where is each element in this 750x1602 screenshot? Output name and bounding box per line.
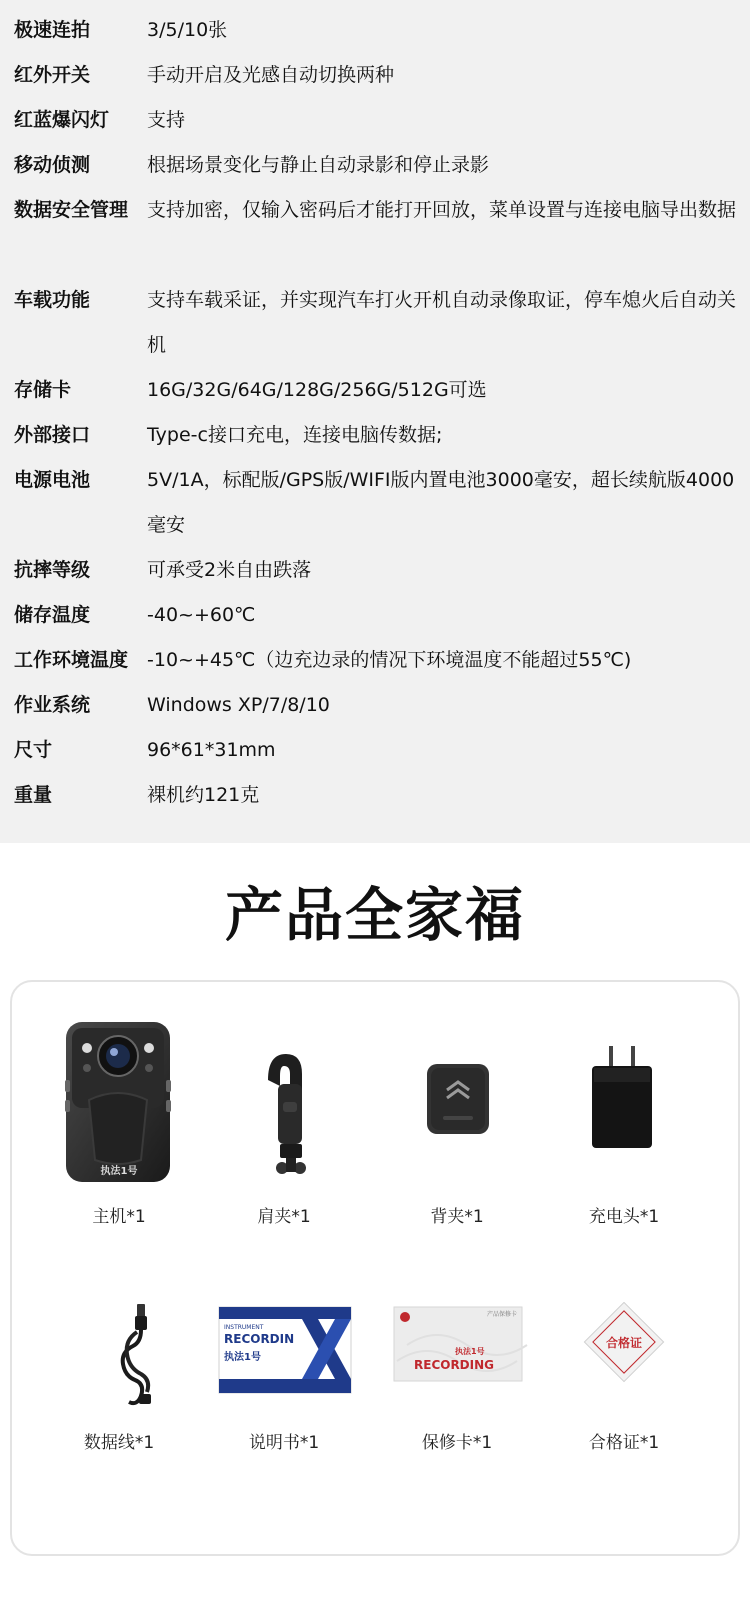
spec-value: 裸机约121克 <box>147 784 260 806</box>
spec-value: -10~+45℃（边充边录的情况下环境温度不能超过55℃) <box>147 649 632 671</box>
manual-subtitle-text: INSTRUMENT <box>224 1324 264 1331</box>
certificate-text: 合格证 <box>605 1336 642 1350</box>
warranty-title-text: RECORDING <box>414 1358 495 1372</box>
package-item-label: 充电头*1 <box>588 1207 660 1227</box>
spec-row <box>0 413 750 458</box>
spec-row <box>0 143 750 188</box>
spec-value: 根据场景变化与静止自动录影和停止录影 <box>147 154 490 176</box>
spec-label: 尺寸 <box>14 739 53 761</box>
charger-icon <box>534 1040 714 1170</box>
package-item-certificate <box>534 1302 714 1462</box>
shoulder-clip-icon <box>194 1040 374 1185</box>
spec-row <box>0 98 750 143</box>
spec-label: 工作环境温度 <box>14 649 129 671</box>
spec-value: 支持 <box>147 109 186 131</box>
back-clip-icon <box>367 1060 547 1140</box>
spec-row <box>0 458 750 548</box>
spec-label: 作业系统 <box>14 694 91 716</box>
spec-row <box>0 683 750 728</box>
spec-label: 存储卡 <box>14 379 72 401</box>
spec-value: 可承受2米自由跌落 <box>147 559 312 581</box>
certificate-icon <box>534 1302 714 1402</box>
package-item-label: 合格证*1 <box>588 1433 660 1453</box>
usb-cable-icon <box>29 1302 209 1412</box>
spec-value: 3/5/10张 <box>147 19 228 41</box>
package-item-charger <box>534 1020 714 1227</box>
spec-row <box>0 773 750 818</box>
manual-brand-text: 执法1号 <box>224 1352 261 1363</box>
spec-label: 重量 <box>14 784 53 806</box>
package-item-shoulder-clip <box>194 1020 374 1227</box>
spec-row <box>0 8 750 53</box>
spec-row <box>0 278 750 368</box>
package-contents-box <box>10 980 740 1556</box>
spec-value: Windows XP/7/8/10 <box>147 694 330 716</box>
spec-row <box>0 368 750 413</box>
spec-value: -40~+60℃ <box>147 604 256 626</box>
package-item-usb-cable <box>29 1302 209 1462</box>
spec-value: 手动开启及光感自动切换两种 <box>147 64 395 86</box>
spec-label: 红蓝爆闪灯 <box>14 109 110 131</box>
spec-label: 电源电池 <box>14 469 91 491</box>
spec-row <box>0 593 750 638</box>
spec-row <box>0 53 750 98</box>
package-item-back-clip <box>367 1020 547 1227</box>
spec-label: 外部接口 <box>14 424 91 446</box>
package-item-camera <box>29 1020 209 1227</box>
spec-value: Type-c接口充电，连接电脑传数据; <box>147 424 443 446</box>
package-item-label: 说明书*1 <box>248 1433 320 1453</box>
package-item-label: 保修卡*1 <box>421 1433 493 1453</box>
manual-title-text: RECORDIN <box>224 1332 295 1346</box>
package-item-label: 数据线*1 <box>83 1433 155 1453</box>
spec-row <box>0 728 750 773</box>
spec-value: 支持车载采证，并实现汽车打火开机自动录像取证，停车熄火后自动关机 <box>147 289 737 356</box>
spec-label: 红外开关 <box>14 64 91 86</box>
spec-row <box>0 548 750 593</box>
spec-value: 5V/1A，标配版/GPS版/WIFI版内置电池3000毫安，超长续航版4000毫安 <box>147 469 735 536</box>
camera-device-icon <box>29 1020 209 1185</box>
package-item-label: 肩夹*1 <box>257 1207 311 1227</box>
spec-value: 16G/32G/64G/128G/256G/512G可选 <box>147 379 487 401</box>
warranty-header-text: 产品保修卡 <box>487 1311 518 1318</box>
spec-label: 移动侦测 <box>14 154 91 176</box>
package-item-manual <box>194 1302 374 1462</box>
spec-label: 储存温度 <box>14 604 91 626</box>
spec-label: 抗摔等级 <box>14 559 91 581</box>
section-title: 产品全家福 <box>224 881 525 949</box>
manual-icon <box>194 1305 374 1395</box>
package-item-label: 主机*1 <box>92 1207 146 1227</box>
package-item-label: 背夹*1 <box>430 1207 484 1227</box>
spec-value: 支持加密，仅输入密码后才能打开回放，菜单设置与连接电脑导出数据 <box>147 199 737 221</box>
spec-label: 数据安全管理 <box>14 199 129 221</box>
spec-row <box>0 188 750 278</box>
spec-label: 车载功能 <box>14 289 91 311</box>
spec-label: 极速连拍 <box>14 19 91 41</box>
spec-value: 96*61*31mm <box>147 739 276 761</box>
camera-brand-text: 执法1号 <box>100 1166 138 1177</box>
spec-row <box>0 638 750 683</box>
package-item-warranty-card <box>367 1302 547 1462</box>
warranty-brand-text: 执法1号 <box>455 1347 485 1356</box>
warranty-card-icon <box>367 1305 547 1385</box>
